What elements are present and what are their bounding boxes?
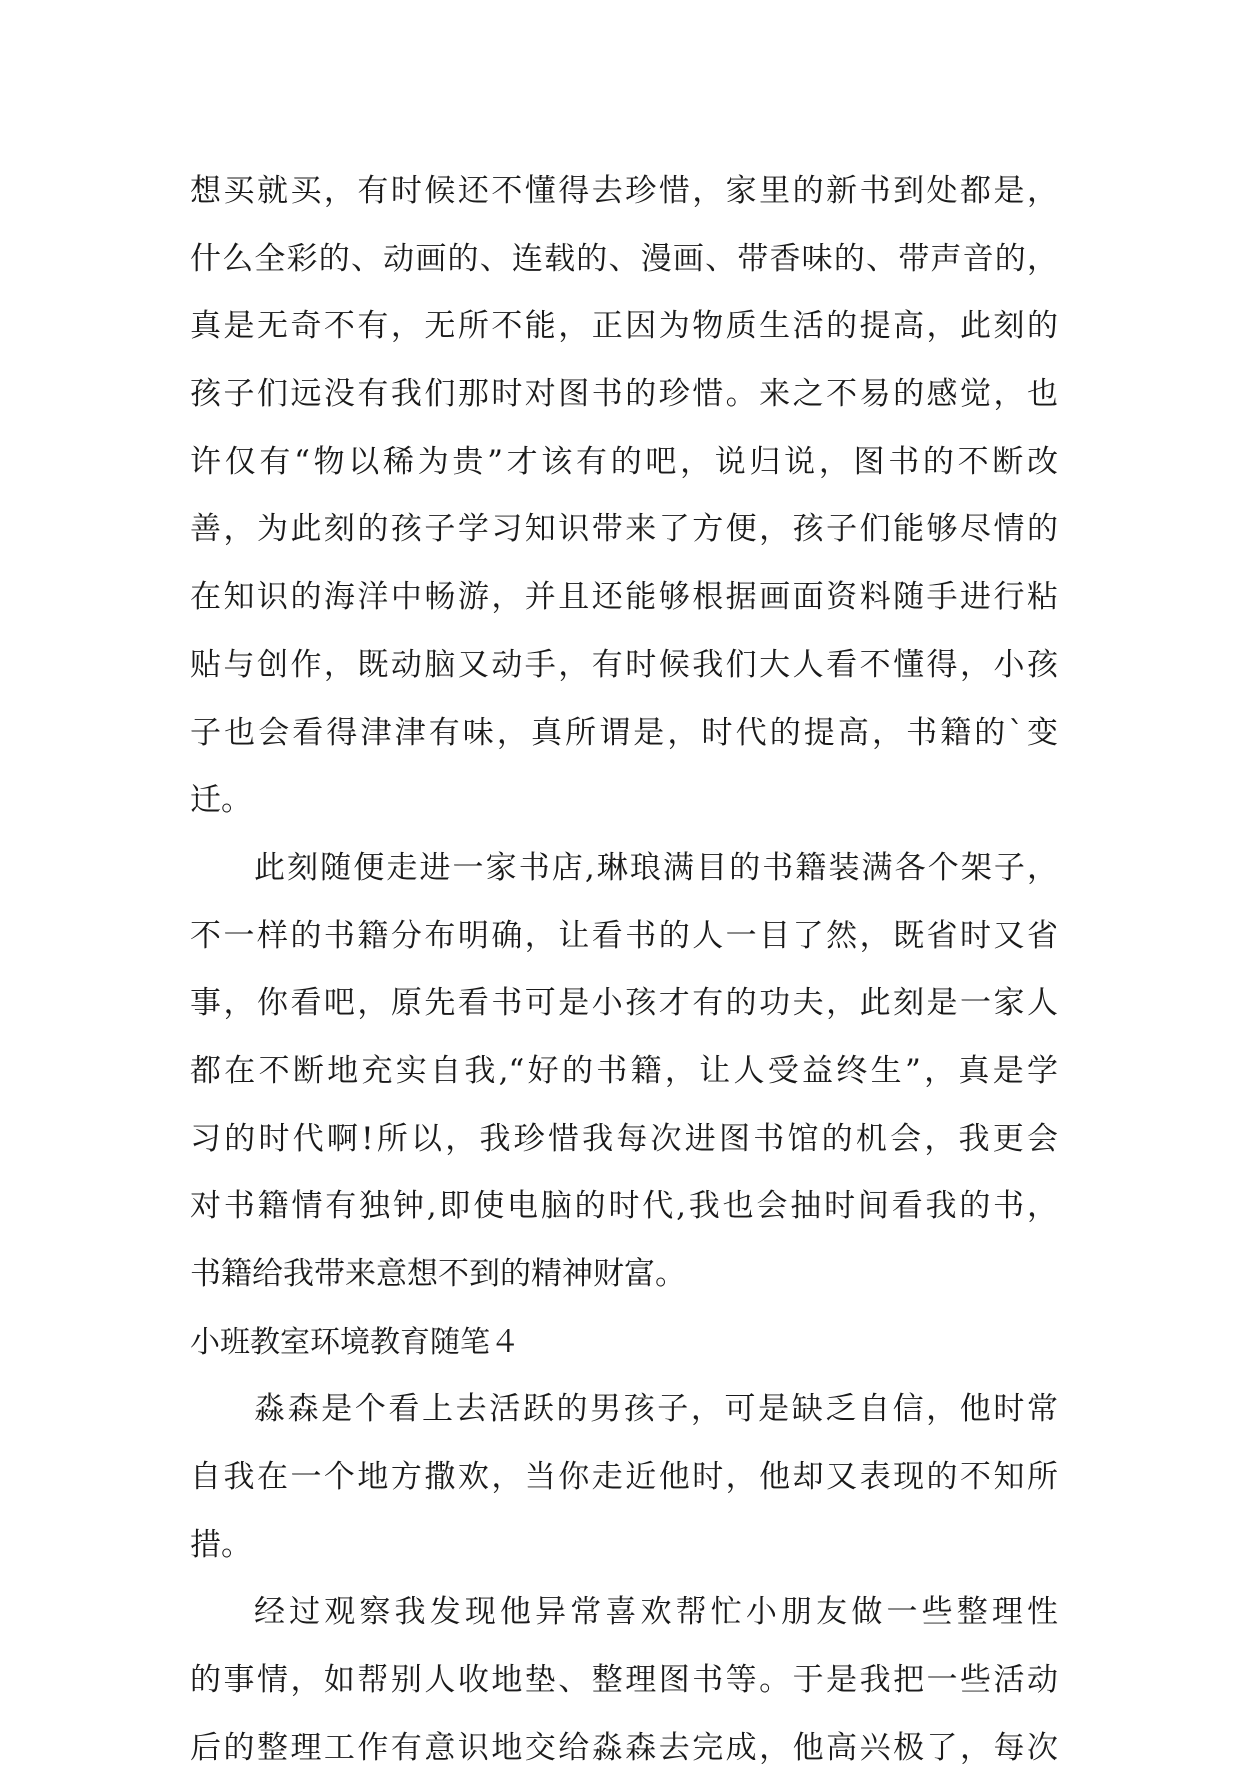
text-line: 事，你看吧，原先看书可是小孩才有的功夫，此刻是一家人 — [190, 985, 1058, 1022]
text-line: 善，为此刻的孩子学习知识带来了方便，孩子们能够尽情的 — [190, 511, 1058, 548]
article-body — [190, 158, 1058, 1783]
text-line: 对书籍情有独钟,即使电脑的时代,我也会抽时间看我的书， — [190, 1188, 1058, 1225]
text-line: 后的整理工作有意识地交给淼森去完成，他高兴极了，每次 — [190, 1729, 1058, 1766]
text-line: 淼森是个看上去活跃的男孩子，可是缺乏自信，他时常 — [254, 1391, 1058, 1428]
text-line: 什么全彩的、动画的、连载的、漫画、带香味的、带声音的， — [190, 240, 1058, 277]
text-line: 子也会看得津津有味，真所谓是，时代的提高，书籍的`变 — [190, 714, 1058, 751]
text-line: 想买就买，有时候还不懂得去珍惜，家里的新书到处都是， — [190, 173, 1058, 209]
text-line: 都在不断地充实自我,“好的书籍，让人受益终生”，真是学 — [190, 1052, 1058, 1089]
text-line: 的事情，如帮别人收地垫、整理图书等。于是我把一些活动 — [190, 1662, 1058, 1699]
text-line: 孩子们远没有我们那时对图书的珍惜。来之不易的感觉，也 — [190, 376, 1058, 413]
text-line: 在知识的海洋中畅游，并且还能够根据画面资料随手进行粘 — [190, 579, 1058, 616]
text-line: 经过观察我发现他异常喜欢帮忙小朋友做一些整理性 — [254, 1594, 1058, 1631]
section-heading: 小班教室环境教育随笔４ — [190, 1324, 520, 1360]
text-line: 措。 — [190, 1526, 252, 1563]
text-line: 书籍给我带来意想不到的精神财富。 — [190, 1256, 686, 1292]
text-line: 真是无奇不有，无所不能，正因为物质生活的提高，此刻的 — [190, 308, 1058, 345]
text-line: 贴与创作，既动脑又动手，有时候我们大人看不懂得，小孩 — [190, 646, 1058, 683]
text-line: 不一样的书籍分布明确，让看书的人一目了然，既省时又省 — [190, 917, 1058, 954]
text-line: 许仅有“物以稀为贵”才该有的吧，说归说，图书的不断改 — [190, 443, 1058, 480]
text-line: 迁。 — [190, 782, 252, 819]
text-line: 自我在一个地方撒欢，当你走近他时，他却又表现的不知所 — [190, 1459, 1058, 1496]
text-line: 此刻随便走进一家书店,琳琅满目的书籍装满各个架子， — [254, 849, 1058, 886]
text-line: 习的时代啊!所以，我珍惜我每次进图书馆的机会，我更会 — [190, 1120, 1058, 1157]
